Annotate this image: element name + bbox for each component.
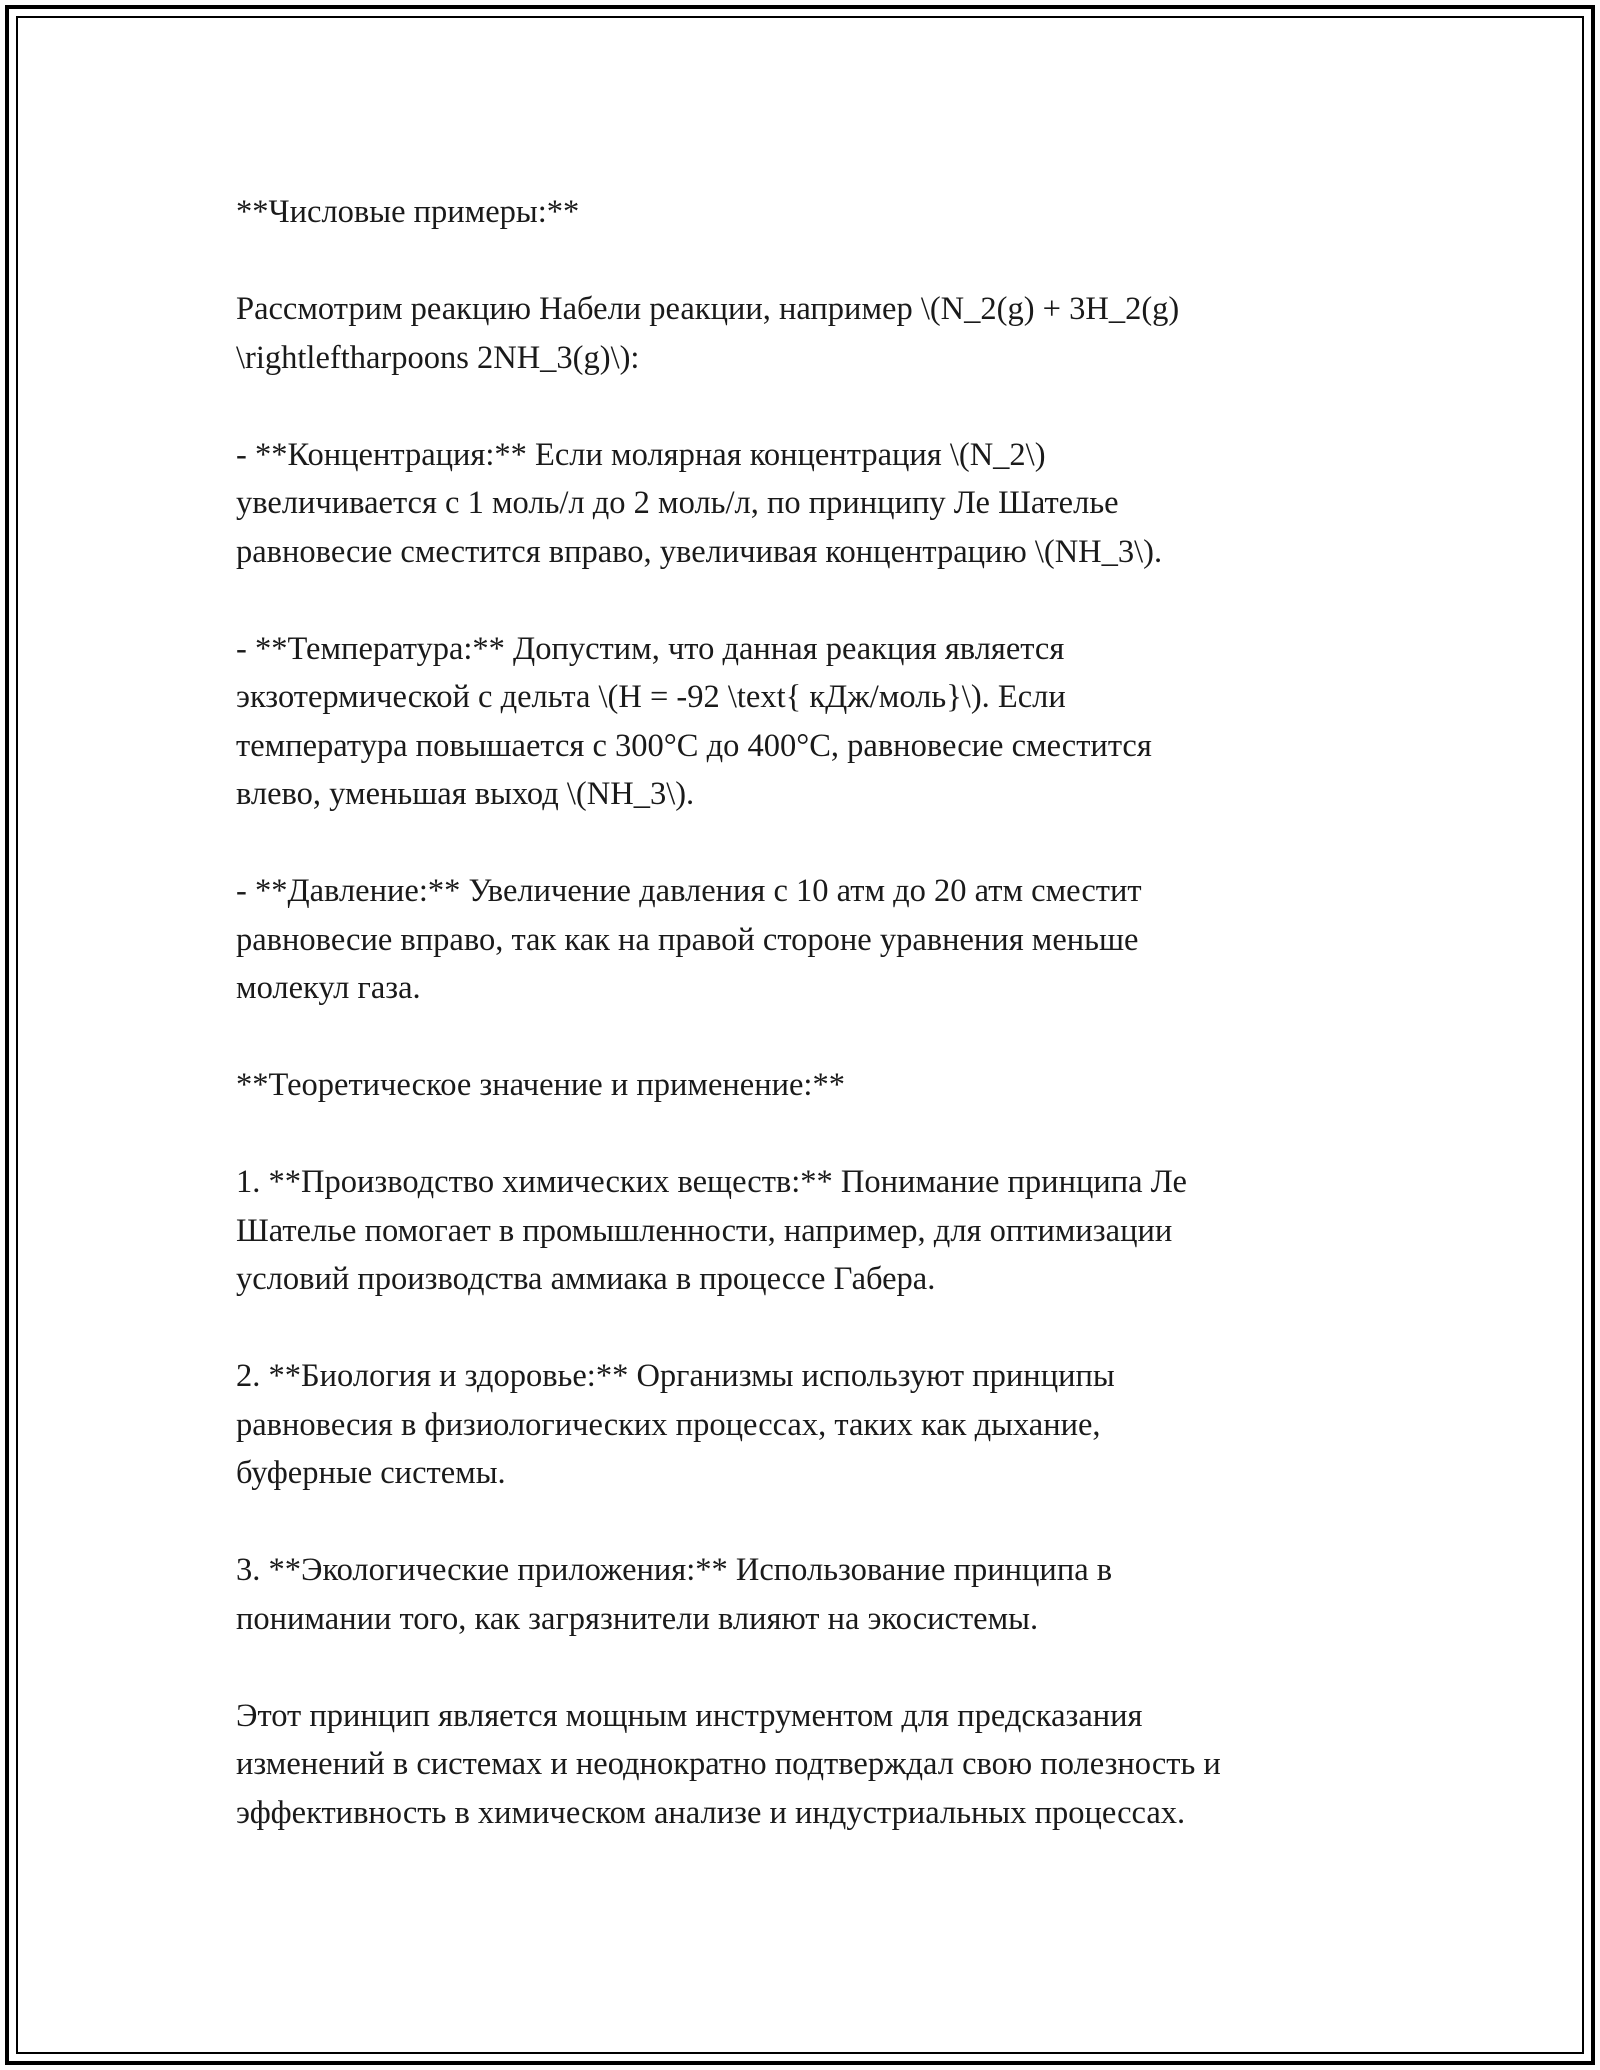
list-item-temperature: - **Температура:** Допустим, что данная реакция является экзотермической с дельта \(H = -92 \text{ кДж/моль}\). Если температура повышается с 300°C до 400°C, равновесие сместится влево, уменьшая выход \(NH_3\). [236, 630, 1152, 812]
numbered-item-biology-health: 2. **Биология и здоровье:** Организмы используют принципы равновесия в физиологических процессах, таких как дыхание, буферные системы. [236, 1358, 1115, 1491]
paragraph-conclusion: Этот принцип является мощным инструментом для предсказания изменений в системах и неоднократно подтверждал свою полезность и эффективность в химическом анализе и индустриальных процессах. [236, 1697, 1221, 1831]
section-heading-numerical-examples: **Числовые примеры:** [236, 194, 580, 230]
numbered-item-ecological-applications: 3. **Экологические приложения:** Использование принципа в понимании того, как загрязнители влияют на экосистемы. [236, 1552, 1113, 1637]
paragraph-reaction-intro: Рассмотрим реакцию Набели реакции, например \(N_2(g) + 3H_2(g) \rightleftharpoons 2NH_3(g)\): [236, 291, 1180, 376]
numbered-item-chemical-production: 1. **Производство химических веществ:** Понимание принципа Ле Шателье помогает в промышленности, например, для оптимизации условий производства аммиака в процессе Габера. [236, 1164, 1187, 1297]
list-item-concentration: - **Концентрация:** Если молярная концентрация \(N_2\) увеличивается с 1 моль/л до 2 моль/л, по принципу Ле Шателье равновесие сместится вправо, увеличивая концентрацию \(NH_3\). [236, 436, 1163, 570]
document-body [236, 188, 1376, 1837]
list-item-pressure: - **Давление:** Увеличение давления с 10 атм до 20 атм сместит равновесие вправо, так как на правой стороне уравнения меньше молекул газа. [236, 873, 1142, 1006]
section-heading-theoretical-significance: **Теоретическое значение и применение:** [236, 1067, 845, 1103]
